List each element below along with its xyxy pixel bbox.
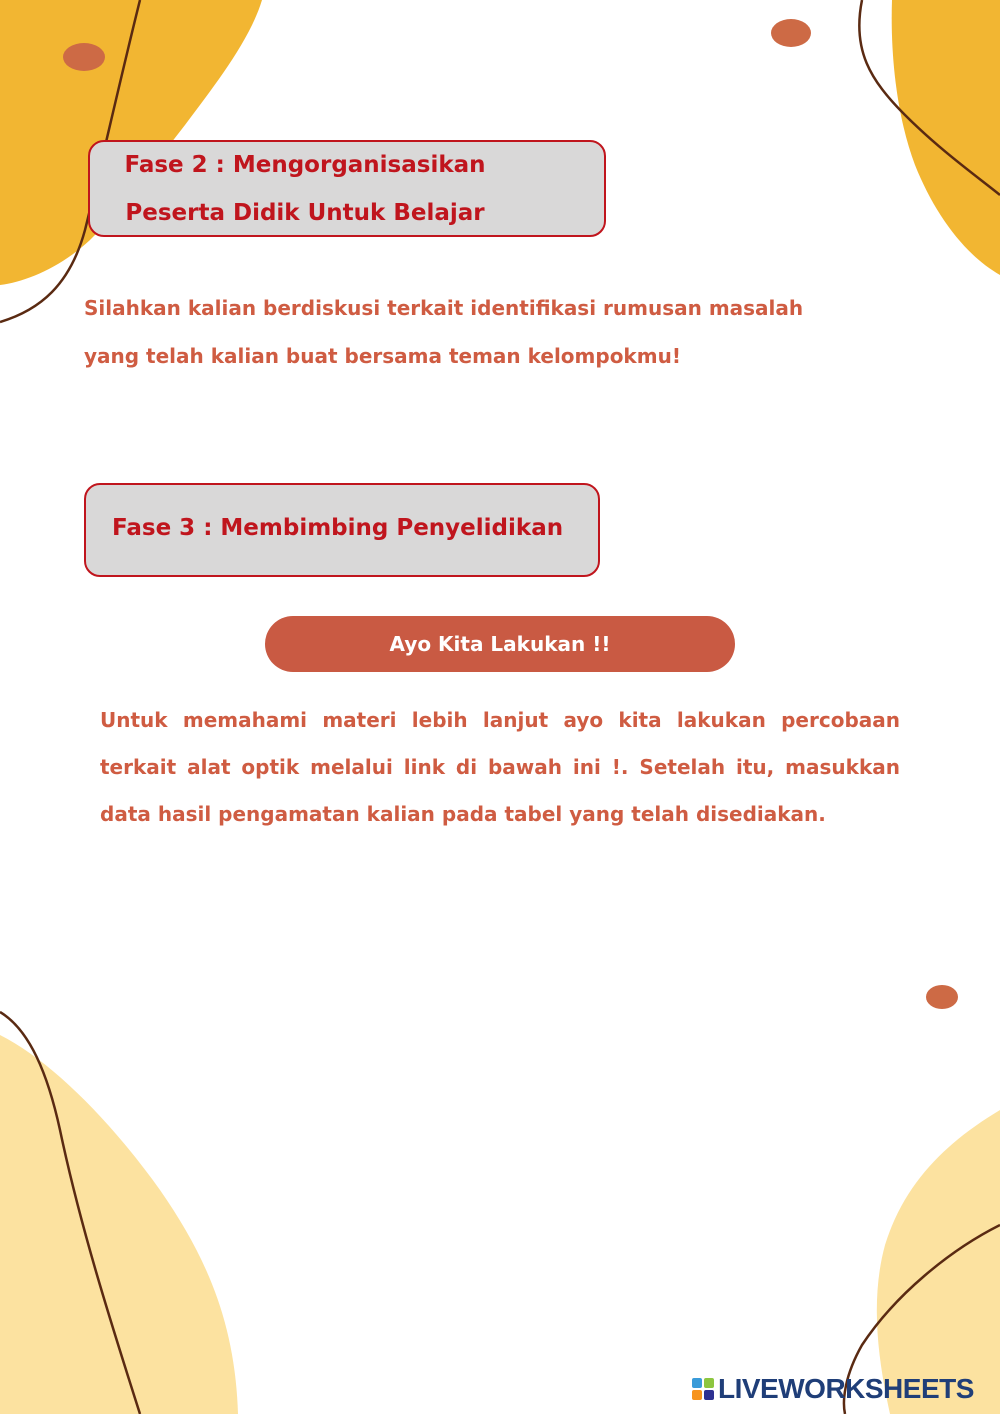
phase3-title: Fase 3 : Membimbing Penyelidikan	[112, 515, 564, 541]
dot-top-left	[63, 43, 105, 71]
dot-top-right	[771, 19, 811, 47]
action-banner: Ayo Kita Lakukan !!	[265, 616, 735, 672]
phase2-title-line1: Fase 2 : Mengorganisasikan	[124, 152, 486, 178]
dot-right-middle	[926, 985, 958, 1009]
experiment-instruction: Untuk memahami materi lebih lanjut ayo kita lakukan percobaan terkait alat optik melalui link di bawah ini !. Setelah itu, masukkan data hasil pengamatan kalian pada tabel yang telah disediakan.	[100, 708, 900, 826]
brand-name: LIVEWORKSHEETS	[718, 1373, 974, 1404]
phase2-heading-box	[88, 140, 606, 237]
bottom-left-blob	[0, 1035, 238, 1414]
liveworksheets-logo-icon	[692, 1378, 714, 1400]
discussion-instruction-line2: yang telah kalian buat bersama teman kelompokmu!	[84, 344, 681, 368]
phase2-title-line2: Peserta Didik Untuk Belajar	[125, 200, 485, 226]
liveworksheets-watermark	[692, 1374, 974, 1404]
bottom-right-blob	[877, 1110, 1000, 1414]
top-right-blob	[892, 0, 1000, 275]
discussion-instruction-line1: Silahkan kalian berdiskusi terkait identifikasi rumusan masalah	[84, 296, 804, 320]
discussion-instruction	[84, 284, 844, 380]
phase3-heading-box	[84, 483, 600, 577]
